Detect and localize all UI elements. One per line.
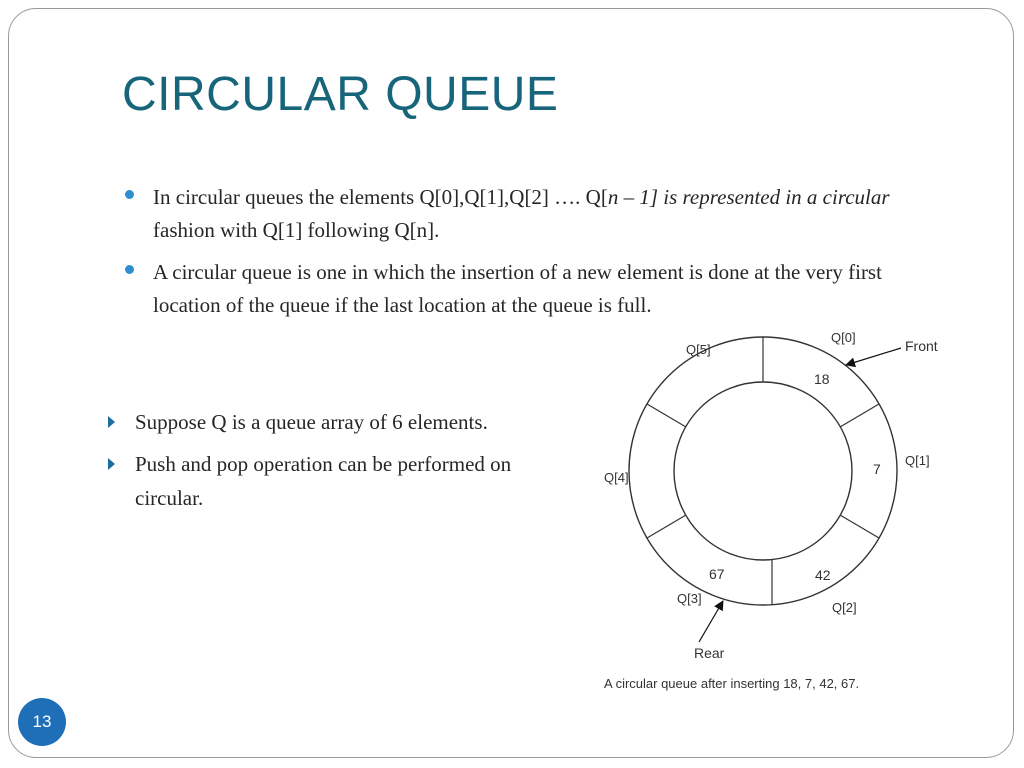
slot-label-q4: Q[4]	[604, 470, 629, 485]
bullet-triangle-icon	[108, 416, 115, 428]
rear-label: Rear	[694, 645, 725, 661]
slot-divider	[647, 404, 686, 427]
bullet-item	[122, 181, 952, 247]
page-number-badge: 13	[18, 698, 66, 746]
bullet-text: A circular queue is one in which the insertion of a new element is done at the very first location of the queue if the last location at the queue is full.	[153, 260, 882, 317]
slot-value-q0: 18	[814, 371, 830, 387]
rear-arrow	[699, 601, 723, 642]
slide-title: CIRCULAR QUEUE	[122, 68, 559, 121]
bullet-dot-icon	[125, 190, 134, 199]
bullet-text-italic: n – 1] is represented in a circular	[607, 185, 890, 209]
slot-divider	[647, 515, 686, 538]
bullet-item	[106, 405, 576, 439]
main-bullet-list	[122, 181, 952, 331]
bullet-triangle-icon	[108, 458, 115, 470]
slot-value-q1: 7	[873, 461, 881, 477]
diagram-caption: A circular queue after inserting 18, 7, 42, 67.	[604, 676, 860, 691]
slot-divider	[840, 515, 879, 538]
slot-label-q0: Q[0]	[831, 330, 856, 345]
bullet-text: Suppose Q is a queue array of 6 elements.	[135, 410, 488, 434]
bullet-text: In circular queues the elements Q[0],Q[1],Q[2] …. Q[	[153, 185, 608, 209]
circular-queue-diagram	[569, 329, 949, 699]
slide-frame	[8, 8, 1014, 758]
slot-label-q3: Q[3]	[677, 591, 702, 606]
front-arrow	[846, 348, 901, 365]
inner-ring	[674, 382, 852, 560]
bullet-item	[106, 447, 576, 515]
slot-label-q2: Q[2]	[832, 600, 857, 615]
side-bullet-list	[106, 405, 576, 523]
bullet-dot-icon	[125, 265, 134, 274]
slot-label-q1: Q[1]	[905, 453, 930, 468]
bullet-text: Push and pop operation can be performed on circular.	[135, 452, 512, 510]
slot-label-q5: Q[5]	[686, 342, 711, 357]
front-label: Front	[905, 338, 938, 354]
bullet-item	[122, 256, 952, 322]
slot-value-q3: 67	[709, 566, 725, 582]
bullet-text: fashion with Q[1] following Q[n].	[153, 218, 440, 242]
slot-value-q2: 42	[815, 567, 831, 583]
slot-divider	[840, 404, 879, 427]
